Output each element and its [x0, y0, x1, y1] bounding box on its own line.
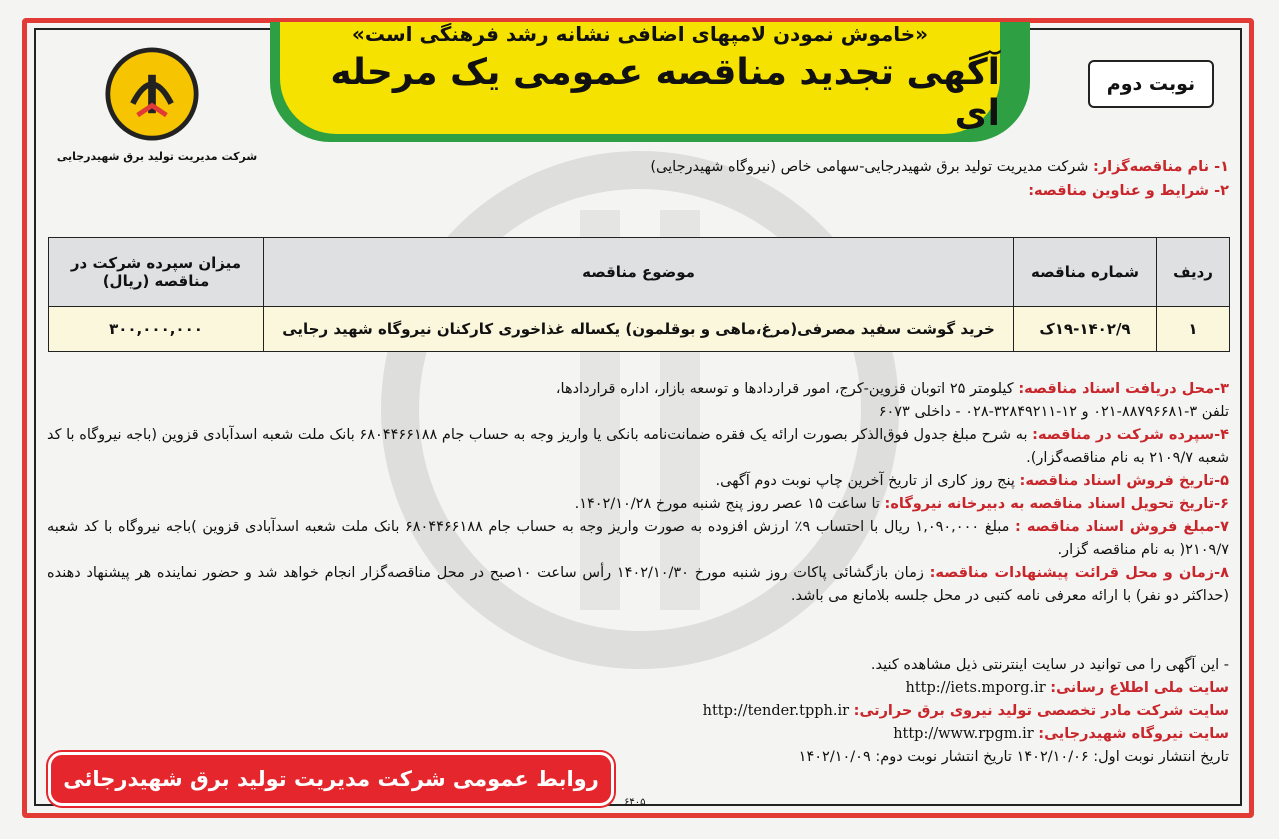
sections-body [47, 378, 1229, 608]
section-3-label: ۳-محل دریافت اسناد مناقصه: [1018, 381, 1229, 397]
round-badge: نوبت دوم [1088, 60, 1214, 108]
site-1 [609, 677, 1229, 700]
section-7-label: ۷-مبلغ فروش اسناد مناقصه : [1015, 519, 1229, 535]
col-header-tender-number: شماره مناقصه [1014, 238, 1157, 307]
header-banner [280, 22, 1000, 134]
site-2-label: سایت شرکت مادر تخصصی تولید نیروی برق حرارتی: [853, 703, 1229, 719]
public-relations-banner: روابط عمومی شرکت مدیریت تولید برق شهیدرجائی [48, 752, 614, 806]
section-8-label: ۸-زمان و محل قرائت پیشنهادات مناقصه: [929, 565, 1230, 581]
section-5 [47, 470, 1229, 493]
section-2 [79, 180, 1229, 203]
slogan: «خاموش نمودن لامپهای اضافی نشانه رشد فرهنگی است» [351, 22, 929, 46]
section-8 [47, 562, 1229, 608]
table-header-row [49, 238, 1230, 307]
col-header-deposit: میزان سپرده شرکت در مناقصه (ریال) [49, 238, 264, 307]
company-logo-text: شرکت مدیریت تولید برق شهیدرجایی [56, 150, 258, 163]
site-3-label: سایت نیروگاه شهیدرجایی: [1038, 726, 1229, 742]
section-2-label: ۲- شرایط و عناوین مناقصه: [1028, 183, 1229, 199]
section-6-label: ۶-تاریخ تحویل اسناد مناقصه به دبیرخانه نیروگاه: [884, 496, 1229, 512]
section-8-text: زمان بازگشائی پاکات روز شنبه مورخ ۱۴۰۲/۱۰/۳۰ رأس ساعت ۱۰صبح در محل مناقصه‌گزار انجام خواهد شد و حضور نماینده هر پیشنهاد دهنده (حداکثر دو نفر) با ارائه معرفی نامه کتبی در محل جلسه بلامانع می باشد. [47, 565, 1229, 604]
cell-tender-number: ۱۹-۱۴۰۲/۹ک [1014, 307, 1157, 352]
cell-subject: خرید گوشت سفید مصرفی(مرغ،ماهی و بوقلمون) یکساله غذاخوری کارکنان نیروگاه شهید رجایی [264, 307, 1014, 352]
site-1-label: سایت ملی اطلاع رسانی: [1050, 680, 1229, 696]
tender-table [48, 237, 1230, 352]
note: - این آگهی را می توانید در سایت اینترنتی ذیل مشاهده کنید. [870, 657, 1229, 673]
section-5-label: ۵-تاریخ فروش اسناد مناقصه: [1019, 473, 1229, 489]
sites-block [609, 654, 1229, 769]
section-1 [79, 156, 1229, 179]
section-1-text: شرکت مدیریت تولید برق شهیدرجایی-سهامی خاص (نیروگاه شهیدرجایی) [650, 159, 1089, 175]
section-4-label: ۴-سپرده شرکت در مناقصه: [1032, 427, 1229, 443]
col-header-subject: موضوع مناقصه [264, 238, 1014, 307]
col-header-row-number: ردیف [1157, 238, 1230, 307]
cell-deposit: ۳۰۰,۰۰۰,۰۰۰ [49, 307, 264, 352]
section-6 [47, 493, 1229, 516]
section-1-label: ۱- نام مناقصه‌گزار: [1093, 159, 1229, 175]
page-title: آگهی تجدید مناقصه عمومی یک مرحله ای [330, 52, 1000, 134]
company-logo-icon [104, 46, 200, 142]
table-row [49, 307, 1230, 352]
section-4 [47, 424, 1229, 470]
site-2 [609, 700, 1229, 723]
section-3 [47, 378, 1229, 401]
site-3 [609, 723, 1229, 746]
section-6-text: تا ساعت ۱۵ عصر روز پنج شنبه مورخ ۱۴۰۲/۱۰/۲۸. [574, 496, 880, 512]
section-5-text: پنج روز کاری از تاریخ آخرین چاپ نوبت دوم آگهی. [715, 473, 1015, 489]
ad-code: ۶۴۰۵ [624, 797, 646, 808]
section-3-text: کیلومتر ۲۵ اتوبان قزوین-کرج، امور قراردادها و توسعه بازار، اداره قراردادها، [555, 381, 1014, 397]
site-3-link[interactable]: http://www.rpgm.ir [893, 726, 1034, 742]
section-7-text: مبلغ ۱,۰۹۰,۰۰۰ ریال با احتساب ۹٪ ارزش افزوده به صورت واریز وجه به حساب جام ۶۸۰۴۴۶۶۱۸۸ بانک ملت شعبه اسدآبادی قزوین )باجه نیروگاه با کد شعبه ۲۱۰۹/۷( به نام مناقصه گزار. [47, 519, 1229, 558]
section-7 [47, 516, 1229, 562]
site-1-link[interactable]: http://iets.mporg.ir [905, 680, 1046, 696]
site-2-link[interactable]: http://tender.tpph.ir [702, 703, 850, 719]
cell-row-number: ۱ [1157, 307, 1230, 352]
section-4-text: به شرح مبلغ جدول فوق‌الذکر بصورت ارائه یک فقره ضمانت‌نامه بانکی یا واریز وجه به حساب جام ۶۸۰۴۴۶۶۱۸۸ بانک ملت شعبه اسدآبادی قزوین (باجه نیروگاه با کد شعبه ۲۱۰۹/۷ به نام مناقصه‌گزار). [47, 427, 1229, 466]
section-3-phone: تلفن ۳-۸۸۷۹۶۶۸۱-۰۲۱ و ۱۲-۳۲۸۴۹۲۱۱-۰۲۸ - داخلی ۶۰۷۳ [878, 404, 1229, 420]
publish-dates: تاریخ انتشار نوبت اول: ۱۴۰۲/۱۰/۰۶ تاریخ انتشار نوبت دوم: ۱۴۰۲/۱۰/۰۹ [798, 749, 1229, 765]
